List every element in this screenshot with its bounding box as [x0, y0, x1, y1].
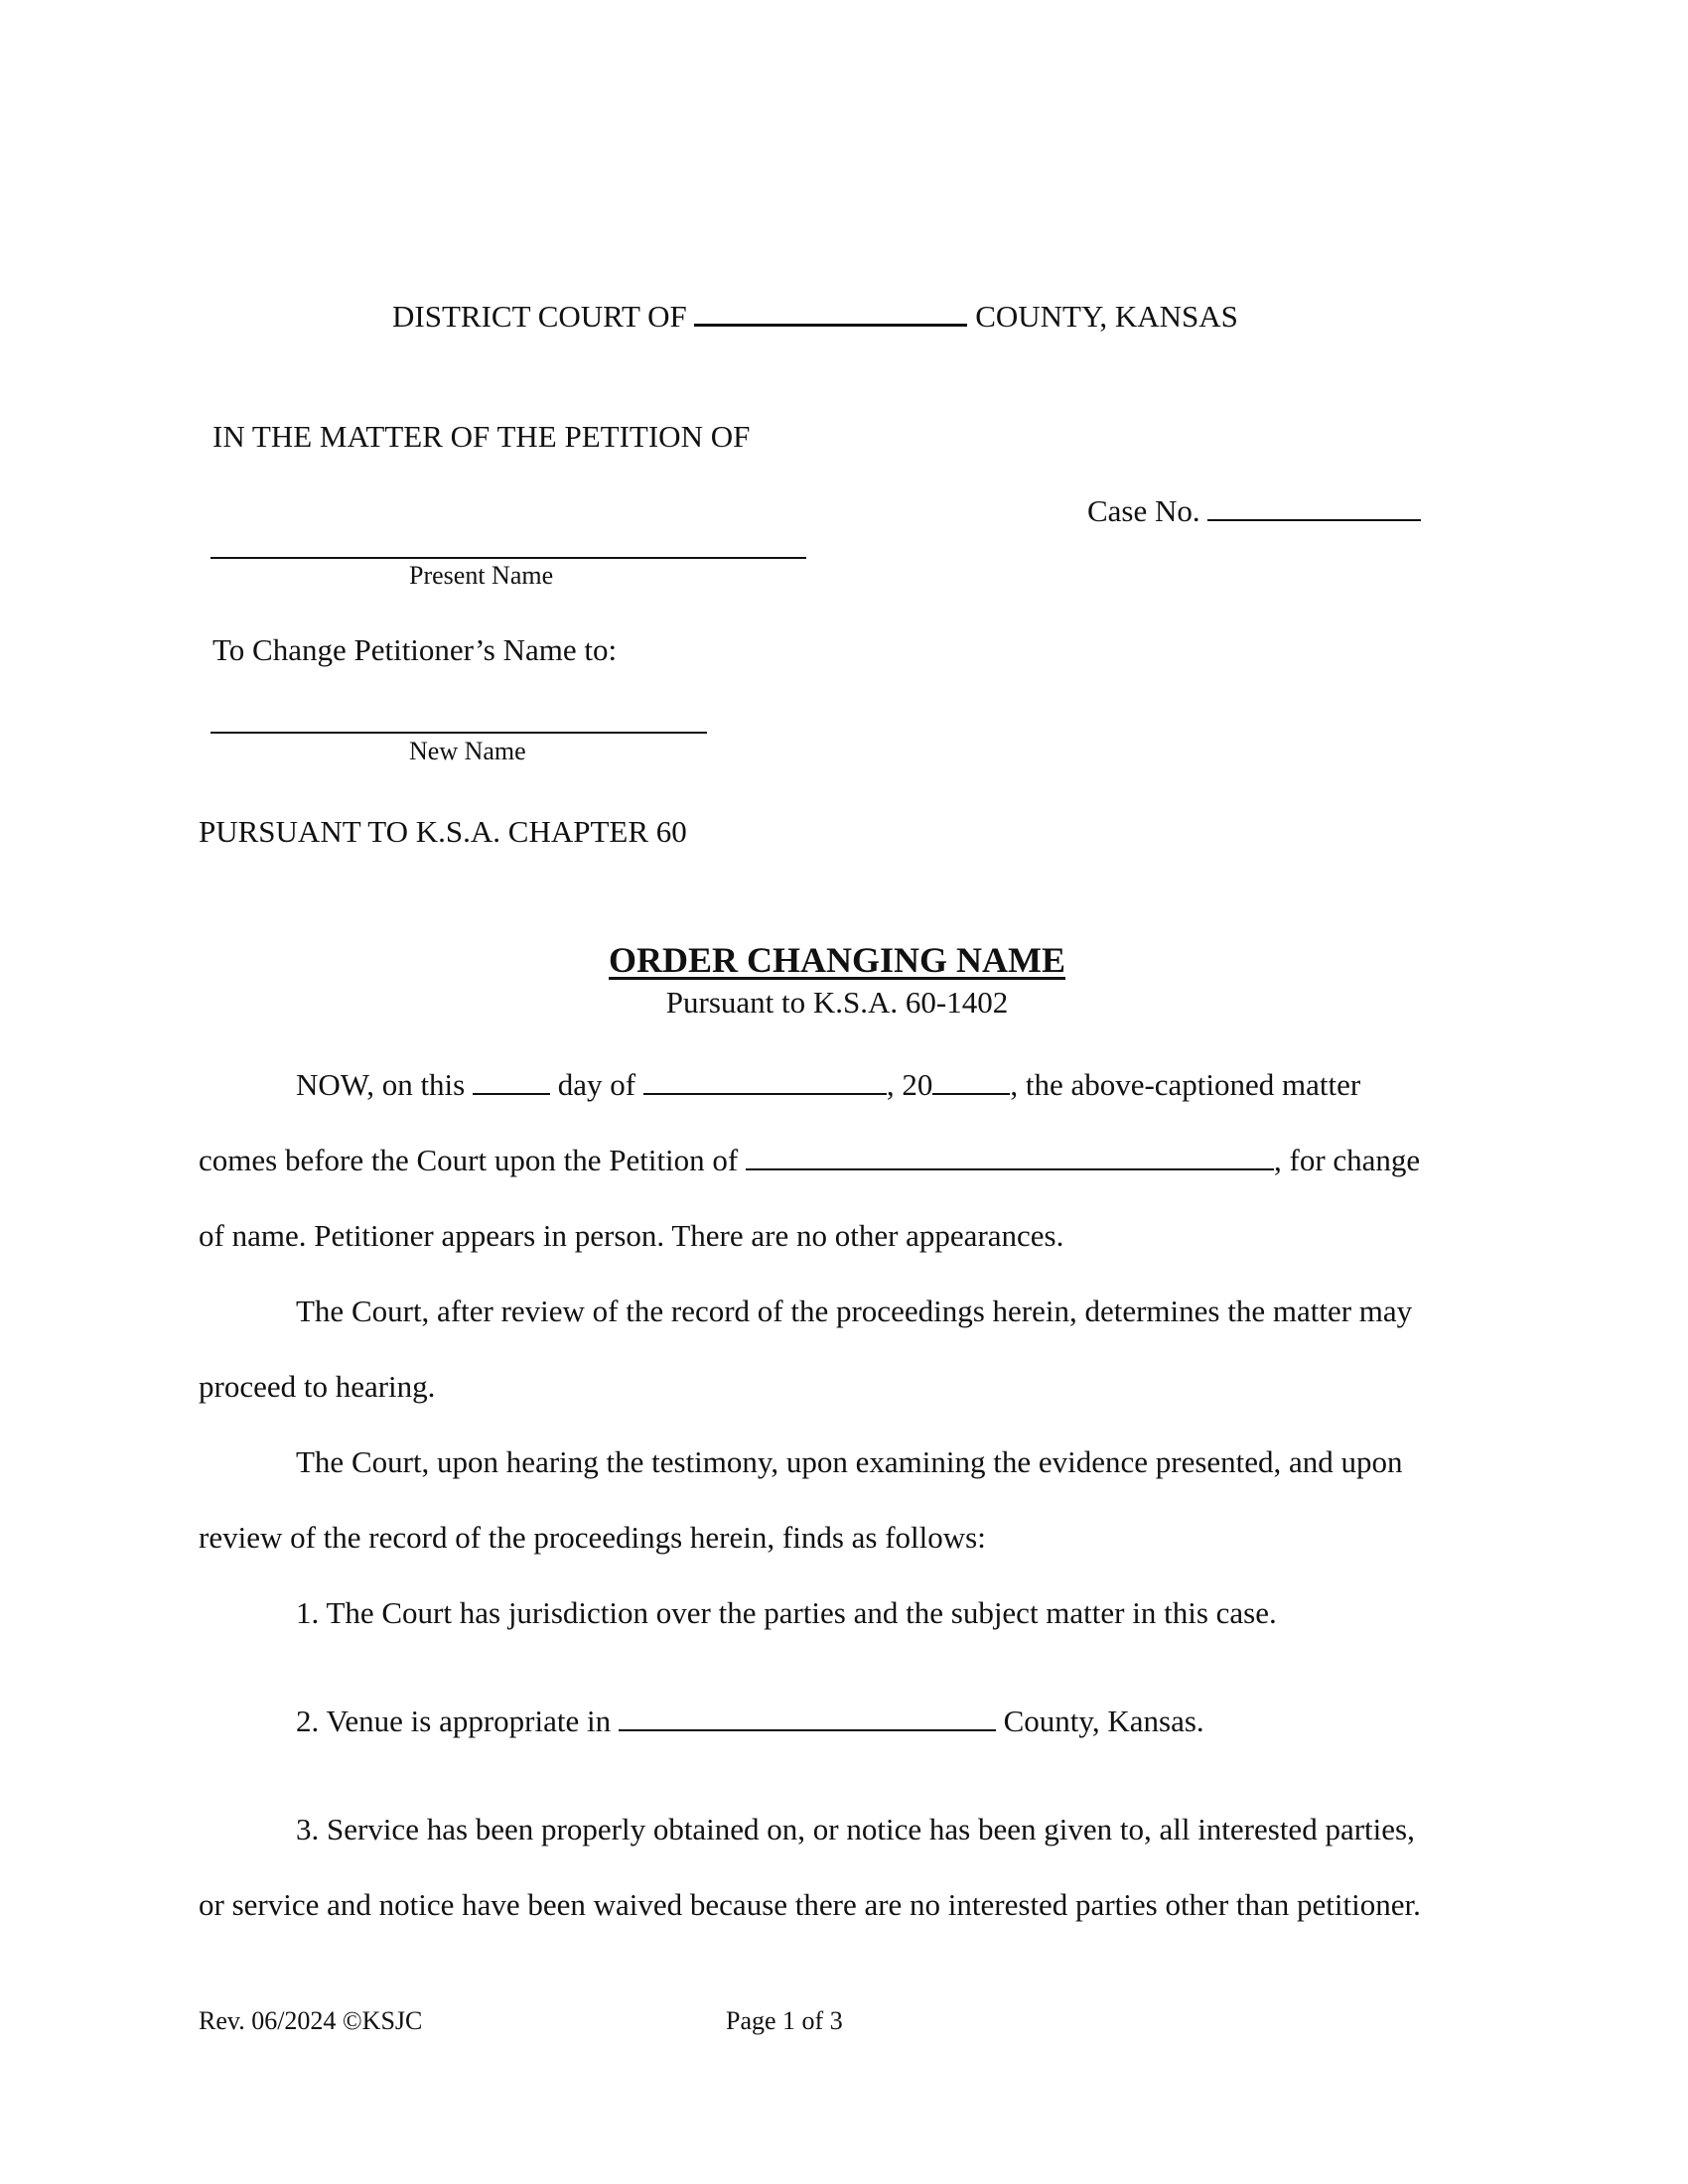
- order-subtitle: Pursuant to K.S.A. 60-1402: [665, 985, 1009, 1020]
- paragraph-1-line-2: [199, 1143, 1420, 1178]
- finding-1: 1. The Court has jurisdiction over the parties and the subject matter in this case.: [296, 1595, 1277, 1630]
- case-number: [1087, 493, 1421, 529]
- order-title: [0, 939, 1681, 981]
- matter-heading: IN THE MATTER OF THE PETITION OF: [212, 419, 751, 454]
- paragraph-1-line-1: [296, 1067, 1360, 1103]
- court-header: [392, 298, 1238, 335]
- month-blank[interactable]: [643, 1067, 887, 1095]
- case-no-blank[interactable]: [1207, 493, 1421, 521]
- finding-2: [296, 1704, 1204, 1739]
- now-text: NOW, on this: [296, 1067, 466, 1102]
- case-no-label: Case No.: [1087, 493, 1200, 528]
- petitioner-blank[interactable]: [746, 1143, 1274, 1170]
- finding-3-line-1: 3. Service has been properly obtained on, or notice has been given to, all interested parties,: [296, 1812, 1415, 1846]
- county-kansas-text: County, Kansas.: [1003, 1704, 1204, 1738]
- petition-of-text: comes before the Court upon the Petition of: [199, 1143, 739, 1177]
- paragraph-2-line-1: The Court, after review of the record of the proceedings herein, determines the matter may: [296, 1294, 1413, 1328]
- paragraph-3-line-2: review of the record of the proceedings herein, finds as follows:: [199, 1520, 986, 1555]
- county-blank[interactable]: [694, 298, 967, 327]
- new-name-label: New Name: [409, 737, 526, 765]
- finding-3-line-2: or service and notice have been waived because there are no interested parties other than petitioner.: [199, 1887, 1421, 1922]
- order-title-text: ORDER CHANGING NAME: [608, 940, 1065, 980]
- change-name-to: To Change Petitioner’s Name to:: [212, 632, 618, 667]
- pursuant-chapter: PURSUANT TO K.S.A. CHAPTER 60: [199, 814, 687, 849]
- footer-page-number: Page 1 of 3: [726, 2006, 843, 2035]
- new-name-line[interactable]: [211, 732, 707, 734]
- paragraph-1-line-3: of name. Petitioner appears in person. There are no other appearances.: [199, 1218, 1064, 1253]
- present-name-label: Present Name: [409, 561, 554, 590]
- court-prefix: DISTRICT COURT OF: [392, 299, 687, 334]
- venue-county-blank[interactable]: [619, 1704, 996, 1731]
- year-prefix-text: , 20: [886, 1067, 933, 1102]
- day-blank[interactable]: [473, 1067, 550, 1095]
- year-blank[interactable]: [932, 1067, 1010, 1095]
- paragraph-3-line-1: The Court, upon hearing the testimony, upon examining the evidence presented, and upon: [296, 1444, 1403, 1479]
- day-of-text: day of: [557, 1067, 636, 1102]
- present-name-line[interactable]: [211, 557, 806, 559]
- paragraph-2-line-2: proceed to hearing.: [199, 1369, 436, 1404]
- matter-text: , the above-captioned matter: [1010, 1067, 1361, 1102]
- venue-text: 2. Venue is appropriate in: [296, 1704, 612, 1738]
- footer-revision: Rev. 06/2024 ©KSJC: [199, 2006, 423, 2035]
- court-suffix: COUNTY, KANSAS: [975, 299, 1238, 334]
- for-change-text: , for change: [1274, 1143, 1421, 1177]
